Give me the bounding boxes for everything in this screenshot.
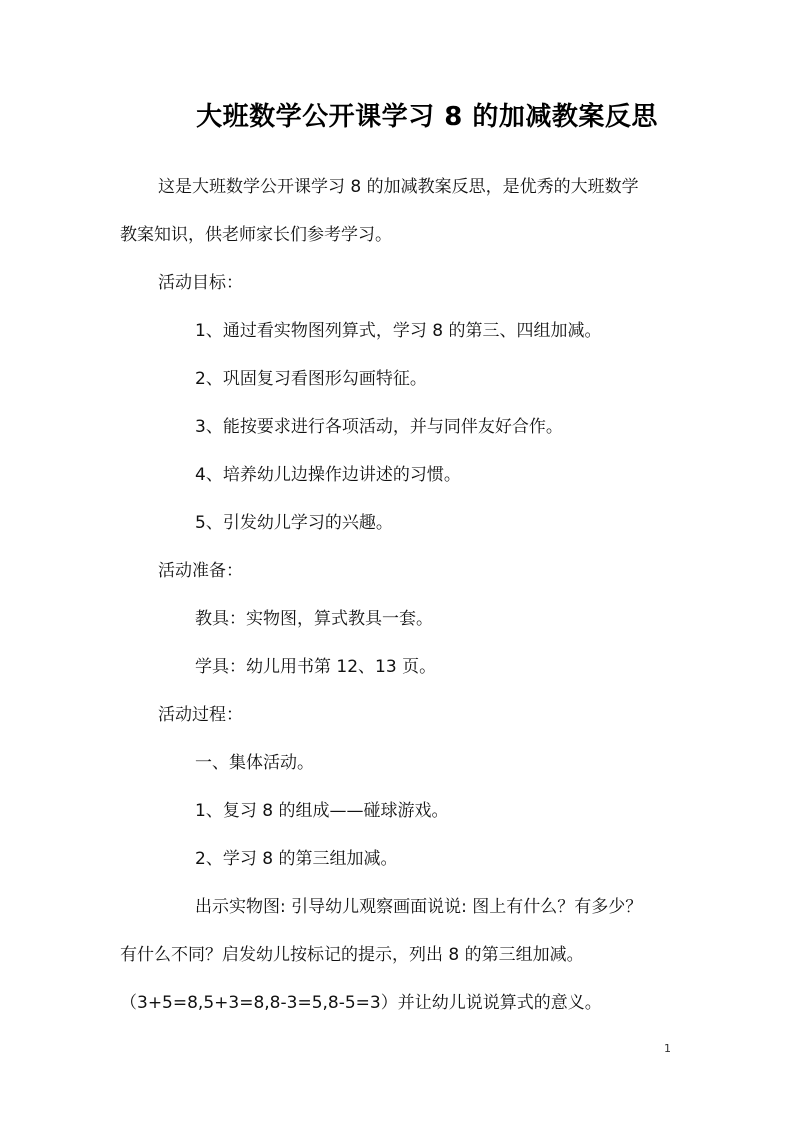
- page-number: 1: [664, 1042, 671, 1055]
- section-heading-preparation: 活动准备：: [158, 561, 243, 581]
- goal-item-2: 2、巩固复习看图形勾画特征。: [195, 369, 427, 389]
- document-title: 大班数学公开课学习 8 的加减教案反思: [196, 102, 658, 132]
- process-paragraph-line-3: （3+5=8,5+3=8,8-3=5,8-5=3）并让幼儿说说算式的意义。: [120, 993, 602, 1013]
- process-paragraph-line-2: 有什么不同？启发幼儿按标记的提示，列出 8 的第三组加减。: [120, 945, 584, 965]
- process-substep-2: 2、学习 8 的第三组加减。: [195, 849, 398, 869]
- section-heading-process: 活动过程：: [158, 705, 243, 725]
- goal-item-4: 4、培养幼儿边操作边讲述的习惯。: [195, 465, 461, 485]
- section-heading-goals: 活动目标：: [158, 273, 243, 293]
- process-substep-1: 1、复习 8 的组成——碰球游戏。: [195, 801, 449, 821]
- process-step-group-activity: 一、集体活动。: [195, 753, 314, 773]
- preparation-teaching-aids: 教具：实物图，算式教具一套。: [195, 609, 433, 629]
- process-paragraph-line-1: 出示实物图: 引导幼儿观察画面说说: 图上有什么？有多少？: [195, 897, 643, 917]
- intro-paragraph-line-2: 教案知识，供老师家长们参考学习。: [120, 225, 392, 245]
- goal-item-1: 1、通过看实物图列算式，学习 8 的第三、四组加减。: [195, 321, 602, 341]
- preparation-learning-aids: 学具：幼儿用书第 12、13 页。: [195, 657, 437, 677]
- intro-paragraph-line-1: 这是大班数学公开课学习 8 的加减教案反思，是优秀的大班数学: [158, 177, 639, 197]
- goal-item-5: 5、引发幼儿学习的兴趣。: [195, 513, 393, 533]
- goal-item-3: 3、能按要求进行各项活动，并与同伴友好合作。: [195, 417, 563, 437]
